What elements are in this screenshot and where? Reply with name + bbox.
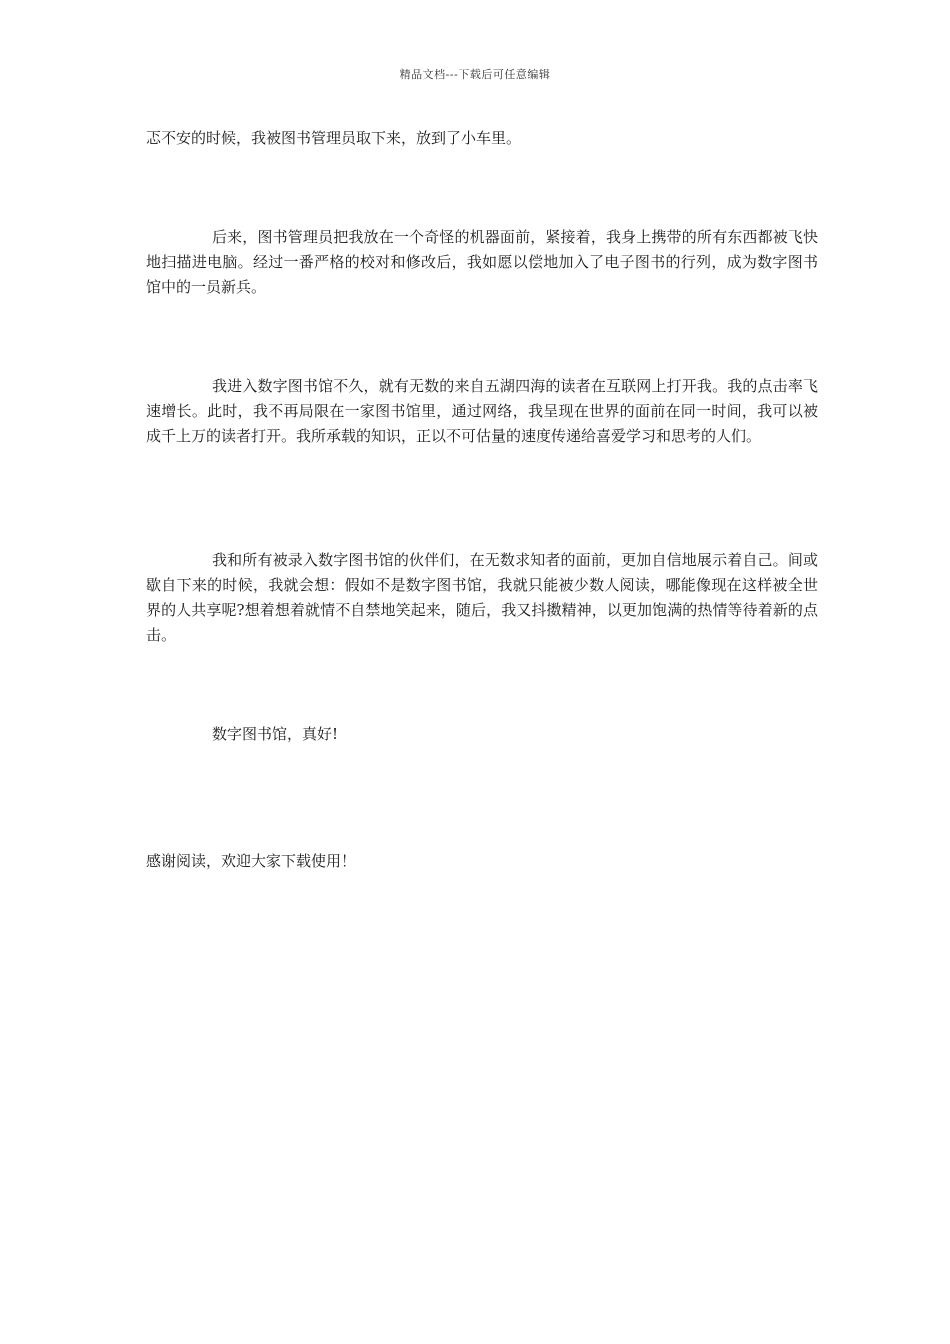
closing-note: 感谢阅读，欢迎大家下载使用！ [146, 852, 357, 870]
paragraph-scanning: 后来，图书管理员把我放在一个奇怪的机器面前，紧接着，我身上携带的所有东西都被飞快地扫描进电脑。经过一番严格的校对和修改后，我如愿以偿地加入了电子图书的行列，成为数字图书馆中的一员新兵。 [146, 228, 818, 296]
paragraph-companions: 我和所有被录入数字图书馆的伙伴们，在无数求知者的面前，更加自信地展示着自己。间或歇自下来的时候，我就会想：假如不是数字图书馆，我就只能被少数人阅读，哪能像现在这样被全世界的人共享呢?想着想着就情不自禁地笑起来，随后，我又抖擞精神，以更加饱满的热情等待着新的点击。 [146, 551, 818, 644]
paragraph-conclusion: 数字图书馆，真好! [212, 725, 339, 743]
paragraph-readers: 我进入数字图书馆不久，就有无数的来自五湖四海的读者在互联网上打开我。我的点击率飞速增长。此时，我不再局限在一家图书馆里，通过网络，我呈现在世界的面前在同一时间，我可以被成千上万的读者打开。我所承载的知识，正以不可估量的速度传递给喜爱学习和思考的人们。 [146, 377, 818, 445]
page-header: 精品文档---下载后可任意编辑 [399, 68, 551, 81]
paragraph-continuation: 忑不安的时候，我被图书管理员取下来，放到了小车里。 [146, 129, 522, 147]
